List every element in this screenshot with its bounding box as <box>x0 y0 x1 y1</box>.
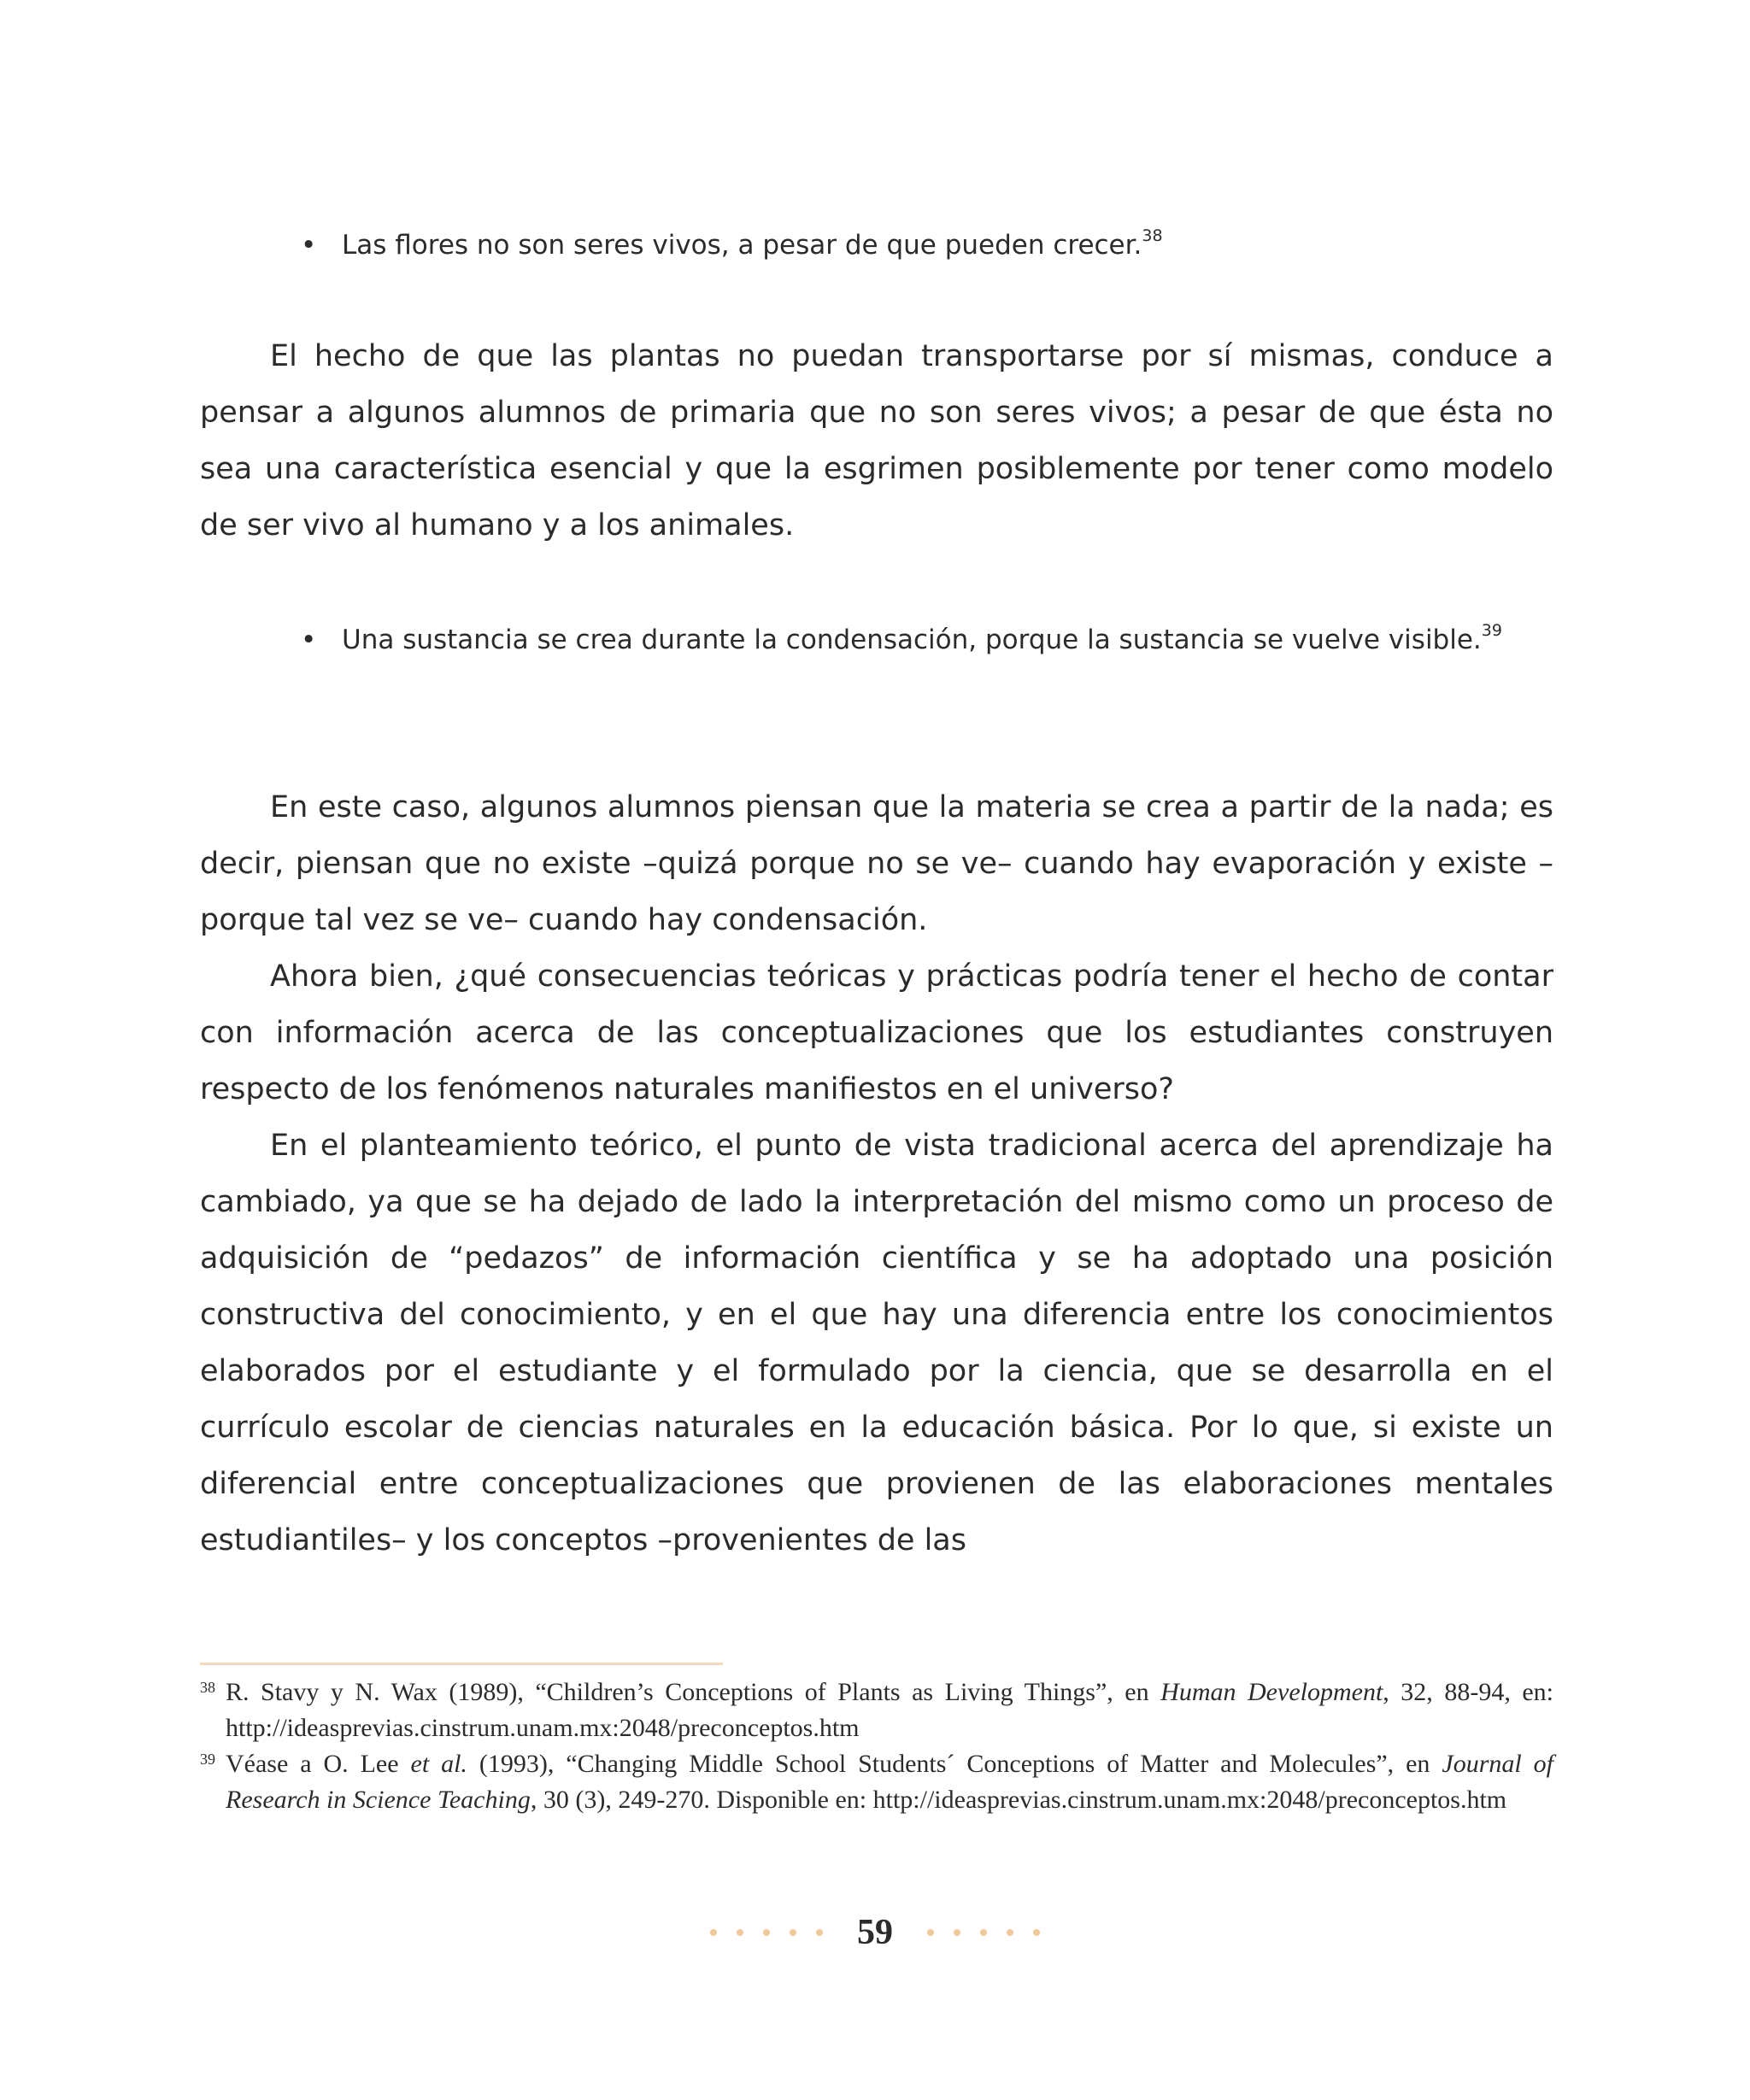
paragraph-condensation: En este caso, algunos alumnos piensan que la materia se crea a partir de la nada; es decir, piensan que no existe –quizá porque no se ve– cuando hay evaporación y existe –porque tal vez se ve– cuando hay condensación. <box>200 790 1553 937</box>
footnote-ref[interactable]: 38 <box>1142 226 1163 245</box>
body-paragraphs <box>200 779 1553 1569</box>
bullet-dot: • <box>301 625 317 655</box>
footnotes <box>200 1675 1553 1818</box>
footnote-38: 38 R. Stavy y N. Wax (1989), “Children’s Conceptions of Plants as Living Things”, en Human Development, 32, 88-94, en: http://ideasprevias.cinstrum.unam.mx:2048/preconceptos.htm <box>200 1675 1553 1746</box>
footnote-ref[interactable]: 39 <box>1481 620 1502 640</box>
decorative-dots-left <box>710 1929 823 1936</box>
page-footer <box>0 1907 1750 1958</box>
decorative-dots-right <box>927 1929 1040 1936</box>
bullet-text: Una sustancia se crea durante la condensación, porque la sustancia se vuelve visible. <box>342 625 1482 655</box>
footnote-number: 39 <box>200 1751 215 1768</box>
footnote-divider <box>200 1663 723 1665</box>
paragraph-question: Ahora bien, ¿qué consecuencias teóricas y prácticas podría tener el hecho de contar con información acerca de las conceptualizaciones que los estudiantes construyen respecto de los fenómenos naturales manifiestos en el universo? <box>200 959 1553 1106</box>
page-number: 59 <box>857 1913 893 1952</box>
bullet-dot: • <box>301 230 317 261</box>
paragraph-theory: En el planteamiento teórico, el punto de vista tradicional acerca del aprendizaje ha cambiado, ya que se ha dejado de lado la interpretación del mismo como un proceso de adquisición de “pedazos” de información científica y se ha adoptado una posición constructiva del conocimiento, y en el que hay una diferencia entre los conocimientos elaborados por el estudiante y el formulado por la ciencia, que se desarrolla en el currículo escolar de ciencias naturales en la educación básica. Por lo que, si existe un diferencial entre conceptualizaciones que provienen de las elaboraciones mentales estudiantiles– y los conceptos –provenientes de las <box>200 1129 1553 1557</box>
footnote-number: 38 <box>200 1679 215 1696</box>
footnote-39: 39 Véase a O. Lee et al. (1993), “Changing Middle School Students´ Conceptions of Matter and Molecules”, en Journal of Research in Science Teaching, 30 (3), 249-270. Disponible en: http://ideasprevias.cinstrum.unam.mx:2048/preconceptos.htm <box>200 1746 1553 1818</box>
bullet-flowers <box>200 217 1553 273</box>
bullet-substance <box>200 612 1553 668</box>
bullet-text: Las flores no son seres vivos, a pesar de que pueden crecer. <box>342 230 1142 261</box>
paragraph-plants: El hecho de que las plantas no puedan transportarse por sí mismas, conduce a pensar a algunos alumnos de primaria que no son seres vivos; a pesar de que ésta no sea una característica esencial y que la esgrimen posiblemente por tener como modelo de ser vivo al humano y a los animales. <box>200 339 1553 543</box>
